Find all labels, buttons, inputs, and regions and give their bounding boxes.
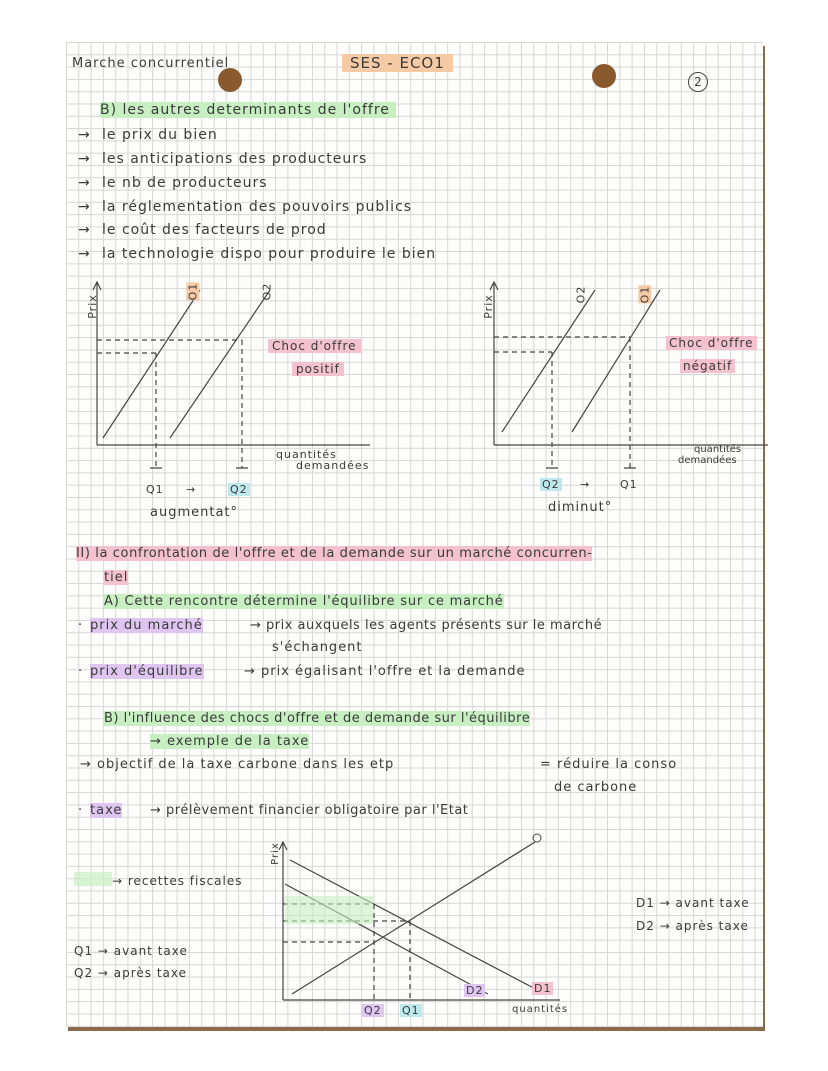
list-item: le nb de producteurs <box>102 175 268 191</box>
list-arrow: → <box>78 151 91 167</box>
left-caption: augmentat° <box>150 505 239 520</box>
legend-d1: D1 → avant taxe <box>636 896 750 910</box>
def2-text: → prix égalisant l'offre et la demande <box>244 664 526 679</box>
left-note-1: Choc d'offre <box>268 339 361 353</box>
list-arrow: → <box>78 222 91 238</box>
left-x-label-2: demandées <box>296 459 370 472</box>
tax-y-label: Prix <box>269 842 281 865</box>
objective-text: → objectif de la taxe carbone dans les etp <box>80 757 395 772</box>
bullet: · <box>78 803 84 818</box>
tax-q2-label: Q2 <box>364 1004 382 1017</box>
right-curve-o1-label: O1 <box>638 285 652 304</box>
section-ii-a-title: A) Cette rencontre détermine l'équilibre sur ce marché <box>104 594 504 609</box>
tax-definition: → prélèvement financier obligatoire par l'Etat <box>150 803 469 818</box>
right-note-2: négatif <box>680 359 735 373</box>
right-arrow: → <box>580 478 591 491</box>
tax-x-label: quantités <box>512 1004 569 1015</box>
legend-q1: Q1 → avant taxe <box>74 944 188 958</box>
header-left: Marche concurrentiel <box>72 56 230 71</box>
right-x-label-2: demandées <box>678 455 737 466</box>
right-curve-o2 <box>502 290 595 432</box>
list-arrow: → <box>78 246 91 262</box>
list-item: le coût des facteurs de prod <box>102 222 327 238</box>
tax-d2-label: D2 <box>466 984 484 997</box>
right-curve-o2-label: O2 <box>574 285 588 304</box>
objective-result-2: de carbone <box>554 780 638 795</box>
left-curve-o1-label: O1 <box>186 282 200 301</box>
right-curve-o1 <box>572 290 660 432</box>
section-ii-b-example: → exemple de la taxe <box>150 734 310 749</box>
right-q1: Q1 <box>620 478 638 491</box>
tax-demand-d1 <box>290 860 545 994</box>
list-arrow: → <box>78 199 91 215</box>
header-title: SES - ECO1 <box>342 54 453 72</box>
objective-result-1: = réduire la conso <box>540 757 678 772</box>
section-b-title: B) les autres determinants de l'offre <box>100 102 396 118</box>
bullet: · <box>78 618 84 633</box>
list-item: la technologie dispo pour produire le bien <box>102 246 437 262</box>
def1-term: prix du marché <box>90 618 203 633</box>
legend-d2: D2 → après taxe <box>636 919 749 933</box>
tax-d1-label: D1 <box>534 982 552 995</box>
right-y-label: Prix <box>481 294 495 319</box>
section-ii-b-title: B) l'influence des chocs d'offre et de demande sur l'équilibre <box>104 711 531 726</box>
tax-q1-label: Q1 <box>402 1004 420 1017</box>
bullet: · <box>78 664 84 679</box>
section-ii-title: II) la confrontation de l'offre et de la demande sur un marché concurren- <box>76 546 593 561</box>
right-note-1: Choc d'offre <box>666 336 757 350</box>
tax-term: taxe <box>90 803 123 818</box>
left-y-label: Prix <box>85 294 99 319</box>
def1-text: → prix auxquels les agents présents sur le marché <box>250 618 603 633</box>
left-q2: Q2 <box>230 483 248 496</box>
right-q2: Q2 <box>542 478 560 491</box>
left-arrow: → <box>186 483 197 496</box>
section-ii-title-cont: tiel <box>104 570 129 585</box>
page-number: 2 <box>688 72 708 92</box>
list-arrow: → <box>78 127 91 143</box>
list-item: la réglementation des pouvoirs publics <box>102 199 413 215</box>
left-curve-o2-label: O2 <box>260 282 274 301</box>
right-caption: diminut° <box>548 500 613 515</box>
left-note-2: positif <box>292 362 344 376</box>
list-arrow: → <box>78 175 91 191</box>
list-item: les anticipations des producteurs <box>102 151 368 167</box>
def2-term: prix d'équilibre <box>90 664 204 679</box>
list-item: le prix du bien <box>102 127 218 143</box>
def1-cont: s'échangent <box>272 640 363 655</box>
legend-recettes: → recettes fiscales <box>112 874 243 888</box>
left-x-label-1: quantités <box>276 448 337 461</box>
legend-q2: Q2 → après taxe <box>74 966 188 980</box>
right-x-label-1: quantités <box>694 444 742 455</box>
left-q1: Q1 <box>146 483 164 496</box>
